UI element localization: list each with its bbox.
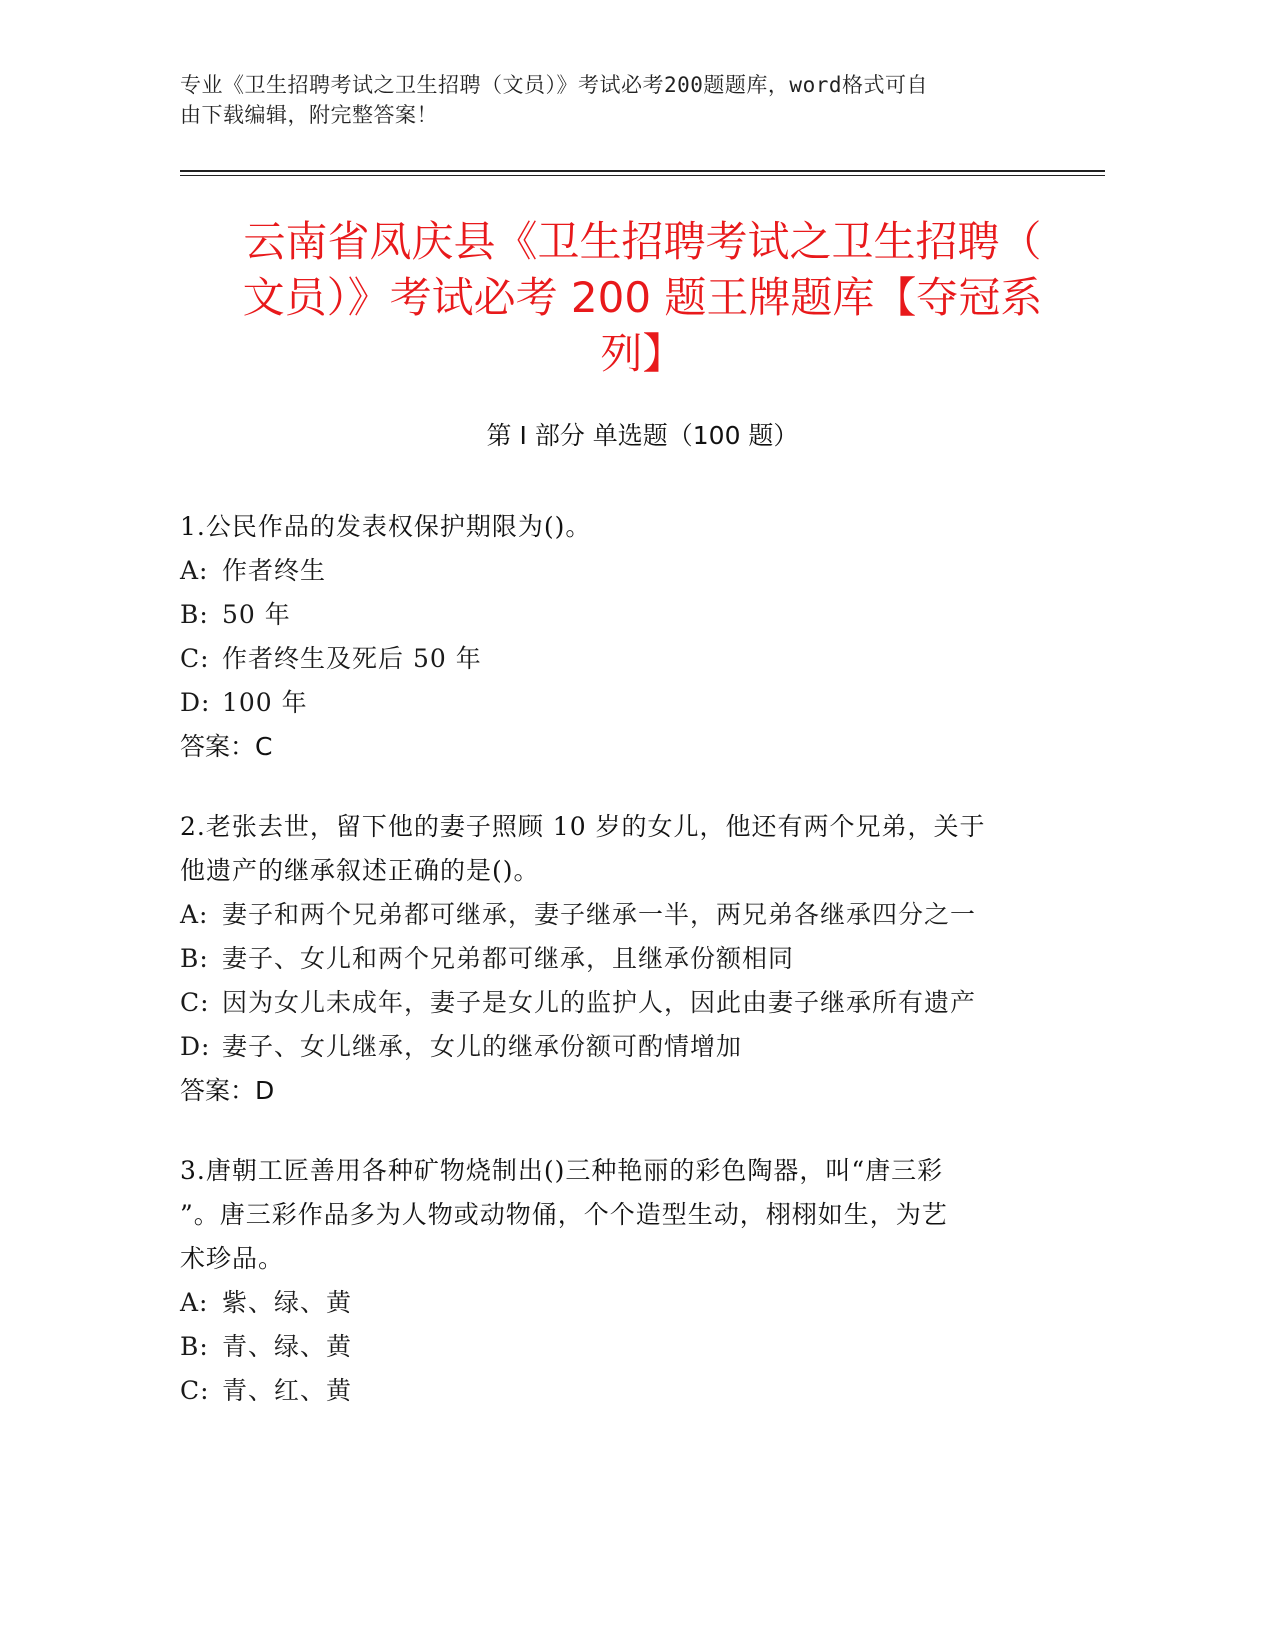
option-text: 妻子、女儿继承，女儿的继承份额可酌情增加 (222, 1032, 743, 1061)
question-list (180, 505, 1040, 1449)
option-d (180, 681, 1040, 725)
option-key: B: (180, 600, 209, 629)
header-divider-thick (180, 170, 1105, 172)
option-key: B: (180, 944, 209, 973)
title-line-2: 文员）》考试必考 200 题王牌题库【夺冠系 (242, 273, 1043, 322)
question-stem-line-1: 3.唐朝工匠善用各种矿物烧制出()三种艳丽的彩色陶器，叫“唐三彩 (180, 1156, 944, 1185)
title-line-1: 云南省凤庆县《卫生招聘考试之卫生招聘（ (243, 217, 1042, 266)
title-line-3: 列】 (600, 329, 685, 378)
question-stem-line-2: ”。唐三彩作品多为人物或动物俑，个个造型生动，栩栩如生，为艺 (180, 1200, 948, 1229)
option-key: C: (180, 988, 210, 1017)
option-text: 青、绿、黄 (222, 1332, 353, 1361)
question-2 (180, 805, 1040, 1113)
option-text: 100 年 (222, 688, 308, 717)
option-key: A: (180, 900, 209, 929)
question-3 (180, 1149, 1040, 1413)
option-c (180, 1369, 1040, 1413)
option-c (180, 637, 1040, 681)
document-title (180, 214, 1105, 382)
option-key: B: (180, 1332, 209, 1361)
option-text: 作者终生及死后 50 年 (222, 644, 482, 673)
option-text: 妻子和两个兄弟都可继承，妻子继承一半，两兄弟各继承四分之一 (222, 900, 977, 929)
option-key: D: (180, 1032, 211, 1061)
option-text: 青、红、黄 (222, 1376, 353, 1405)
option-b (180, 937, 1040, 981)
answer-label: 答案：D (180, 1076, 275, 1105)
option-text: 50 年 (222, 600, 291, 629)
option-b (180, 1325, 1040, 1369)
option-c (180, 981, 1040, 1025)
option-text: 作者终生 (222, 556, 327, 585)
option-text: 紫、绿、黄 (222, 1288, 353, 1317)
option-key: D: (180, 688, 211, 717)
header-note-line-2: 由下载编辑，附完整答案！ (180, 103, 438, 127)
option-a (180, 893, 1040, 937)
option-d (180, 1025, 1040, 1069)
question-stem-line-2: 他遗产的继承叙述正确的是()。 (180, 856, 540, 885)
section-heading: 第 I 部分 单选题（100 题） (486, 421, 799, 450)
option-key: A: (180, 556, 209, 585)
option-a (180, 549, 1040, 593)
question-stem: 1.公民作品的发表权保护期限为()。 (180, 512, 592, 541)
header-note (180, 70, 1040, 130)
option-text: 因为女儿未成年，妻子是女儿的监护人，因此由妻子继承所有遗产 (222, 988, 977, 1017)
header-note-line-1: 专业《卫生招聘考试之卫生招聘（文员）》考试必考200题题库，word格式可自 (180, 73, 928, 97)
header-divider-thin (180, 175, 1105, 176)
question-1 (180, 505, 1040, 769)
option-b (180, 593, 1040, 637)
option-key: C: (180, 644, 210, 673)
answer-label: 答案：C (180, 732, 273, 761)
option-a (180, 1281, 1040, 1325)
option-text: 妻子、女儿和两个兄弟都可继承，且继承份额相同 (222, 944, 795, 973)
question-stem-line-1: 2.老张去世，留下他的妻子照顾 10 岁的女儿，他还有两个兄弟，关于 (180, 812, 986, 841)
option-key: A: (180, 1288, 209, 1317)
question-stem-line-3: 术珍品。 (180, 1244, 285, 1273)
option-key: C: (180, 1376, 210, 1405)
